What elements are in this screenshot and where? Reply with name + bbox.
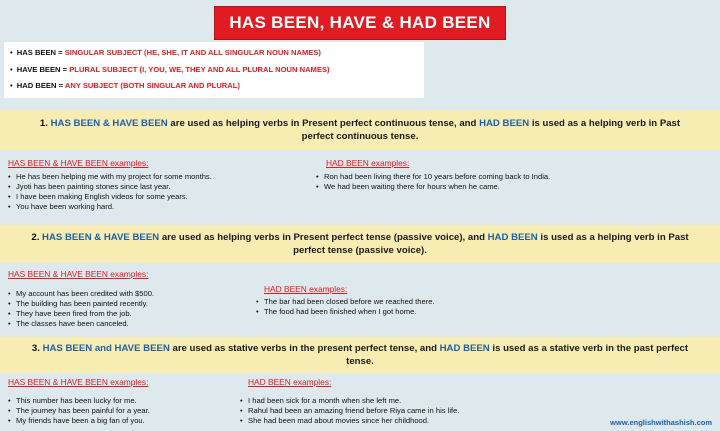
definition-row: [10, 62, 418, 79]
examples-list-had: [240, 396, 459, 426]
definitions-box: [4, 42, 424, 98]
list-item: • The building has been painted recently.: [8, 299, 154, 309]
list-item: • The food had been finished when I got home.: [256, 307, 435, 317]
rule-highlight: HAS BEEN & HAVE BEEN: [50, 118, 168, 129]
list-item: • The bar had been closed before we reached there.: [256, 297, 435, 307]
list-item: • She had been mad about movies since her childhood.: [240, 416, 459, 426]
definition-key: HAS BEEN: [16, 48, 57, 57]
definition-eq: =: [58, 48, 63, 57]
list-item: • Jyoti has been painting stones since last year.: [8, 182, 212, 192]
list-item: • I have been making English videos for some years.: [8, 192, 212, 202]
page-title: HAS BEEN, HAVE & HAD BEEN: [214, 6, 505, 40]
list-item: • You have been working hard.: [8, 202, 212, 212]
title-wrapper: [0, 6, 720, 40]
examples-heading-had: HAD BEEN examples:: [264, 284, 348, 294]
definition-row: [10, 78, 418, 95]
rule-text-1: [30, 117, 690, 143]
definition-eq: =: [58, 81, 64, 90]
examples-list-has-have: [8, 289, 154, 329]
rule-number: 2.: [31, 232, 40, 243]
list-item: • We had been waiting there for hours when he came.: [316, 182, 550, 192]
list-item: • I had been sick for a month when she left me.: [240, 396, 459, 406]
rule-highlight: HAS BEEN & HAVE BEEN: [42, 232, 160, 243]
definition-row: [10, 45, 418, 62]
list-item: • The journey has been painful for a year.: [8, 406, 150, 416]
examples-list-had: [316, 172, 550, 192]
rule-highlight: HAD BEEN: [439, 343, 490, 354]
list-item: • This number has been lucky for me.: [8, 396, 150, 406]
definition-eq: =: [62, 64, 68, 74]
rule-text: are used as helping verbs in Present perfect tense (passive voice), and: [161, 232, 485, 243]
rule-text: are used as stative verbs in the present perfect tense, and: [172, 343, 437, 354]
definition-key: HAD BEEN: [16, 81, 57, 90]
rule-highlight: HAD BEEN: [487, 232, 538, 243]
rule-banner-2: [0, 225, 720, 263]
list-item: • The classes have been canceled.: [8, 319, 154, 329]
list-item: • My friends have been a big fan of you.: [8, 416, 150, 426]
rule-text: is used as a stative verb in the past perfect tense.: [346, 343, 689, 367]
bullet: •: [10, 81, 13, 90]
list-item: • My account has been credited with $500.: [8, 289, 154, 299]
rule-text-2: [30, 231, 690, 257]
list-item: • He has been helping me with my project for some months.: [8, 172, 212, 182]
examples-heading-has-have: HAS BEEN & HAVE BEEN examples:: [8, 377, 149, 387]
rule-text: is used as a helping verb in Past perfect continuous tense.: [301, 118, 681, 142]
rule-number: 1.: [39, 118, 48, 129]
definition-key: HAVE BEEN: [16, 64, 61, 74]
definition-value: ANY SUBJECT (BOTH SINGULAR AND PLURAL): [64, 81, 240, 90]
definition-value: SINGULAR SUBJECT (HE, SHE, IT AND ALL SINGULAR NOUN NAMES): [64, 48, 321, 57]
rule-text: are used as helping verbs in Present perfect continuous tense, and: [170, 118, 477, 129]
list-item: • Rahul had been an amazing friend before Riya came in his life.: [240, 406, 459, 416]
examples-heading-had: HAD BEEN examples:: [326, 158, 410, 168]
rule-banner-3: [0, 337, 720, 373]
examples-list-had: [256, 297, 435, 317]
examples-heading-has-have: HAS BEEN & HAVE BEEN examples:: [8, 269, 149, 279]
bullet: •: [10, 48, 13, 57]
rule-highlight: HAS BEEN and HAVE BEEN: [42, 343, 170, 354]
rule-number: 3.: [31, 343, 40, 354]
definition-value: PLURAL SUBJECT (I, YOU, WE, THEY AND ALL PLURAL NOUN NAMES): [69, 64, 330, 74]
rule-text-3: [30, 342, 690, 368]
examples-heading-had: HAD BEEN examples:: [248, 377, 332, 387]
rule-text: is used as a helping verb in Past perfect tense (passive voice).: [293, 232, 689, 256]
rule-highlight: HAD BEEN: [479, 118, 530, 129]
examples-list-has-have: [8, 396, 150, 426]
website-link[interactable]: www.englishwithashish.com: [610, 418, 712, 427]
list-item: • Ron had been living there for 10 years before coming back to India.: [316, 172, 550, 182]
examples-heading-has-have: HAS BEEN & HAVE BEEN examples:: [8, 158, 149, 168]
bullet: •: [10, 64, 13, 74]
list-item: • They have been fired from the job.: [8, 309, 154, 319]
rule-banner-1: [0, 110, 720, 150]
examples-list-has-have: [8, 172, 212, 212]
